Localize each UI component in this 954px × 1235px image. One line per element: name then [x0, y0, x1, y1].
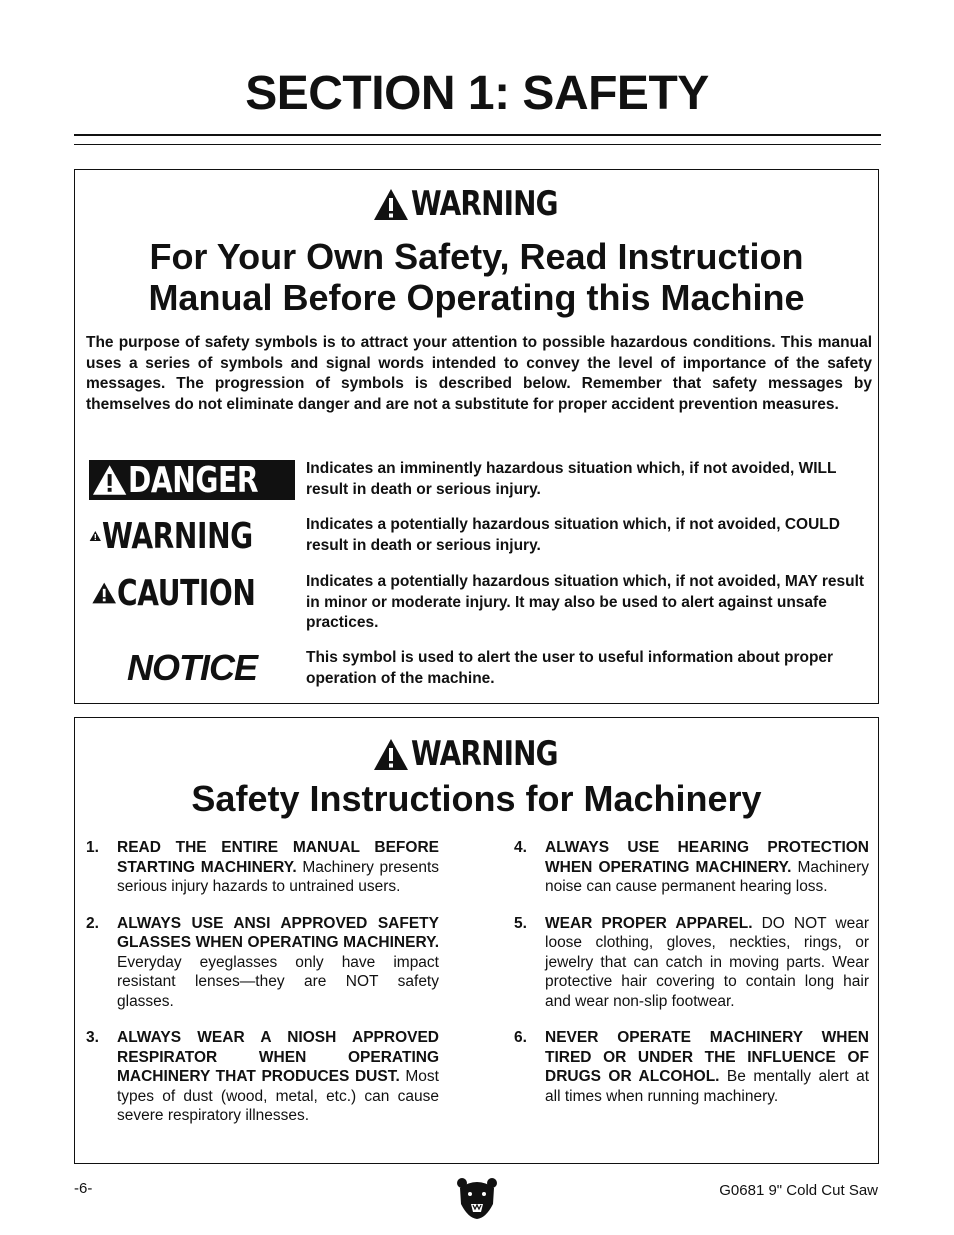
item-body: Be mentally alert at all times when running machinery.	[545, 1068, 870, 1105]
bear-head-logo-icon	[456, 1176, 498, 1220]
instruction-item	[514, 838, 869, 897]
notice-description: This symbol is used to alert the user to useful information about proper operation of the machine.	[306, 649, 834, 687]
warning-description: Indicates a potentially hazardous situation which, if not avoided, COULD result in death or serious injury.	[306, 516, 840, 554]
warning-triangle-icon	[373, 188, 409, 221]
caution-label	[89, 573, 295, 613]
item-number: 6.	[514, 1029, 527, 1046]
notice-label	[89, 648, 315, 688]
item-body: DO NOT wear loose clothing, gloves, neckties, rings, or jewelry that can catch in moving parts. Wear protective hair covering to contain long hair and wear non-slip footwear.	[545, 914, 869, 1010]
title-rule-thin	[74, 144, 881, 145]
signal-words-box	[74, 169, 879, 704]
instructions-column-right	[514, 838, 869, 1106]
instruction-item	[514, 914, 869, 1012]
warning-word: WARNING	[410, 734, 558, 774]
instruction-item	[86, 914, 439, 1012]
title-rule-thick	[74, 134, 881, 136]
item-body: Machinery noise can cause permanent hearing loss.	[545, 858, 869, 895]
danger-label-text: DANGER	[128, 459, 259, 501]
warning-header	[75, 184, 878, 224]
model-name: G0681 9" Cold Cut Saw	[719, 1182, 878, 1199]
warning-word: WARNING	[410, 184, 558, 224]
box2-heading: Safety Instructions for Machinery	[191, 778, 762, 819]
item-number: 1.	[86, 839, 99, 856]
item-number: 4.	[514, 839, 527, 856]
instruction-item	[86, 1028, 439, 1126]
page-title: SECTION 1: SAFETY	[245, 67, 709, 120]
caution-label-text: CAUTION	[117, 572, 256, 614]
item-number: 2.	[86, 914, 99, 932]
item-lead: ALWAYS USE ANSI APPROVED SAFETY GLASSES WHEN OPERATING MACHINERY.	[117, 914, 439, 951]
box1-heading-line1: For Your Own Safety, Read Instruction	[149, 236, 804, 277]
item-body: Most types of dust (wood, metal, etc.) can cause severe respiratory illnesses.	[117, 1068, 439, 1124]
notice-label-text: NOTICE	[126, 647, 257, 688]
box1-heading-line2: Manual Before Operating this Machine	[148, 277, 805, 318]
warning-triangle-icon	[91, 576, 117, 610]
instructions-column-left	[86, 838, 439, 1126]
item-body: Everyday eyeglasses only have impact resistant lenses—they are NOT safety glasses.	[117, 953, 439, 1010]
danger-label	[89, 460, 295, 500]
danger-description: Indicates an imminently hazardous situation which, if not avoided, WILL result in death or serious injury.	[306, 460, 837, 498]
item-lead: ALWAYS USE HEARING PROTECTION WHEN OPERATING MACHINERY.	[545, 839, 869, 876]
box1-heading	[75, 236, 878, 318]
instruction-item	[514, 1028, 869, 1106]
item-lead: ALWAYS WEAR A NIOSH APPROVED RESPIRATOR WHEN OPERATING MACHINERY THAT PRODUCES DUST.	[117, 1029, 439, 1085]
warning-triangle-icon	[91, 463, 128, 497]
item-lead: READ THE ENTIRE MANUAL BEFORE STARTING MACHINERY.	[117, 839, 439, 876]
item-number: 5.	[514, 914, 527, 932]
warning-label-text: WARNING	[101, 515, 253, 557]
warning-triangle-icon	[373, 738, 409, 771]
item-body: Machinery presents serious injury hazards to untrained users.	[117, 858, 440, 895]
machinery-safety-box	[74, 717, 879, 1164]
item-number: 3.	[86, 1029, 99, 1046]
item-lead: WEAR PROPER APPAREL.	[545, 914, 753, 932]
item-lead: NEVER OPERATE MACHINERY WHEN TIRED OR UNDER THE INFLUENCE OF DRUGS OR ALCOHOL.	[545, 1029, 869, 1085]
safety-intro-paragraph: The purpose of safety symbols is to attract your attention to possible hazardous conditions. This manual uses a series of symbols and signal words intended to convey the level of importance of the safety messages. The progression of symbols is described below. Remember that safety messages by themselves do not eliminate danger and are not a substitute for proper accident prevention measures.	[86, 334, 872, 413]
instruction-item	[86, 838, 439, 897]
warning-header	[75, 734, 878, 774]
warning-triangle-icon	[89, 519, 102, 553]
page-number: -6-	[74, 1180, 93, 1197]
caution-description: Indicates a potentially hazardous situation which, if not avoided, MAY result in minor or moderate injury. It may also be used to alert against unsafe practices.	[306, 573, 865, 631]
warning-label	[89, 516, 295, 556]
